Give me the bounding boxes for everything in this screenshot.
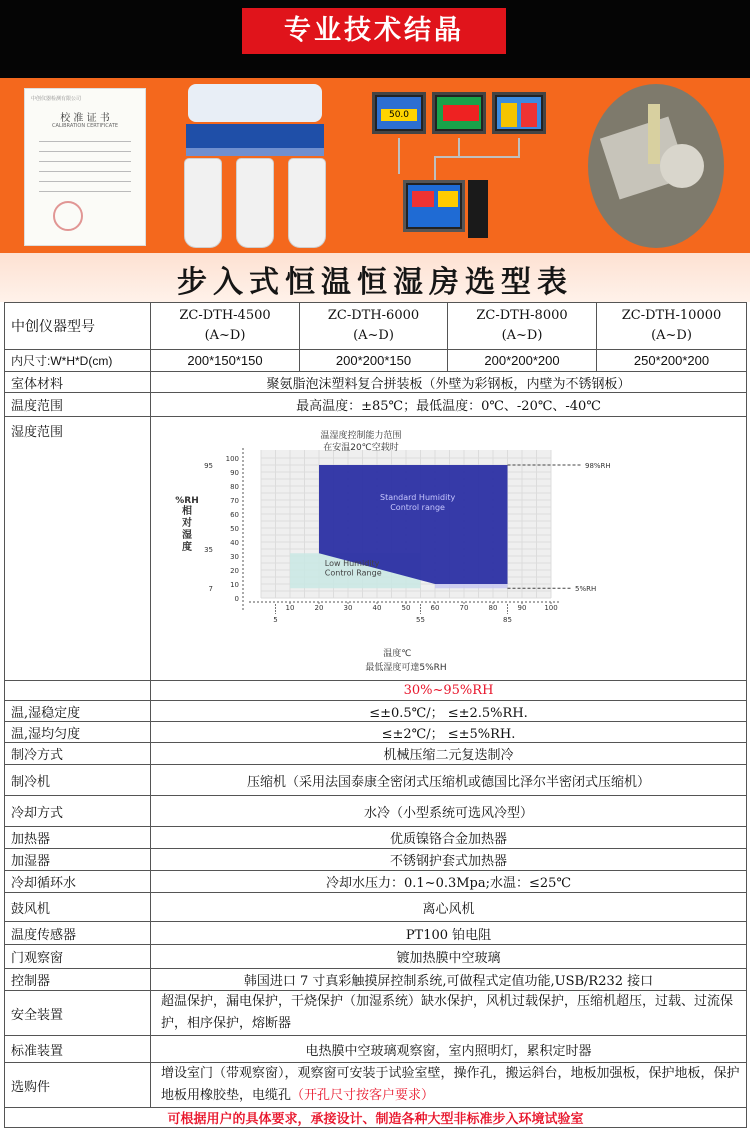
spec-label: 安全装置 bbox=[5, 991, 151, 1036]
spec-label: 选购件 bbox=[5, 1063, 151, 1108]
spec-label: 制冷方式 bbox=[5, 743, 151, 765]
model-cell: ZC-DTH-6000 (A~D) bbox=[300, 303, 448, 350]
y-tick-label: 60 bbox=[230, 510, 239, 519]
y-axis-label: 对 bbox=[182, 517, 192, 529]
y-tick-label: 95 bbox=[204, 461, 213, 470]
chart-region bbox=[435, 584, 508, 588]
spec-value: 电热膜中空玻璃观察窗，室内照明灯，累积定时器 bbox=[151, 1036, 747, 1063]
spec-label: 室体材料 bbox=[5, 372, 151, 393]
spec-row bbox=[5, 893, 747, 922]
screen-value: 50.0 bbox=[381, 109, 417, 121]
spec-row bbox=[5, 871, 747, 893]
x-axis-label: 温度℃ bbox=[383, 648, 412, 659]
spec-value: 优质镍铬合金加热器 bbox=[151, 827, 747, 849]
x-axis-note: 最低湿度可達5%RH bbox=[365, 662, 447, 673]
spec-value: 聚氨脂泡沫塑料复合拼装板（外壁为彩钢板，内壁为不锈钢板） bbox=[151, 372, 747, 393]
computer-tower-image bbox=[468, 180, 488, 238]
controller-screen-3 bbox=[492, 92, 546, 134]
water-filter-image bbox=[180, 84, 330, 250]
spec-label: 标准装置 bbox=[5, 1036, 151, 1063]
x-tick-label: 90 bbox=[517, 603, 527, 612]
size-row bbox=[5, 350, 747, 372]
spec-label: 温度范围 bbox=[5, 393, 151, 417]
spec-label: 温度传感器 bbox=[5, 922, 151, 945]
y-tick-label: 7 bbox=[208, 584, 213, 593]
spec-label: 门观察窗 bbox=[5, 945, 151, 969]
calibration-certificate-image bbox=[24, 88, 146, 246]
x-tick-label: 40 bbox=[372, 603, 382, 612]
computer-monitor-image bbox=[403, 180, 465, 232]
y-tick-label: 100 bbox=[225, 454, 239, 463]
spec-label: 控制器 bbox=[5, 969, 151, 991]
spec-label: 温,湿均匀度 bbox=[5, 722, 151, 743]
spec-label: 加湿器 bbox=[5, 849, 151, 871]
chart-subtitle: 在安温20℃空载时 bbox=[323, 442, 399, 453]
marker-label: 98%RH bbox=[585, 461, 611, 470]
spec-table bbox=[4, 302, 747, 1128]
x-tick-label: 55 bbox=[416, 615, 425, 624]
spec-value: 超温保护，漏电保护，干烧保护（加湿系统）缺水保护，风机过载保护，压缩机超压，过载、过流保护，相序保护，熔断器 bbox=[151, 991, 747, 1036]
spec-value: 韩国进口 7 寸真彩触摸屏控制系统,可做程式定值功能,USB/R232 接口 bbox=[151, 969, 747, 991]
marker-label: 5%RH bbox=[575, 584, 597, 593]
x-tick-label: 5 bbox=[273, 615, 278, 624]
humidity-row bbox=[5, 417, 747, 681]
model-cell: ZC-DTH-4500 (A~D) bbox=[151, 303, 300, 350]
model-cell: ZC-DTH-10000 (A~D) bbox=[597, 303, 747, 350]
spec-row bbox=[5, 701, 747, 722]
spec-row bbox=[5, 969, 747, 991]
spec-row bbox=[5, 765, 747, 796]
spec-row bbox=[5, 991, 747, 1036]
footer-row bbox=[5, 1108, 747, 1128]
spec-value: 不锈钢护套式加热器 bbox=[151, 849, 747, 871]
controller-screen-1 bbox=[372, 92, 426, 134]
size-cell: 250*200*200 bbox=[597, 350, 747, 372]
y-axis-label: %RH bbox=[175, 495, 199, 506]
spec-value: ≤±2℃/； ≤±5%RH. bbox=[151, 722, 747, 743]
y-tick-label: 0 bbox=[234, 594, 239, 603]
spec-label: 温,湿稳定度 bbox=[5, 701, 151, 722]
y-axis-label: 相 bbox=[182, 505, 192, 517]
spec-row bbox=[5, 945, 747, 969]
spec-value: 离心风机 bbox=[151, 893, 747, 922]
model-header: 中创仪器型号 bbox=[5, 303, 151, 350]
spec-row bbox=[5, 1063, 747, 1108]
optional-text: 增设室门（带观察窗），观察窗可安装于试验室壁，操作孔，搬运斜台，地板加强板，保护地板，保护地板用橡胶垫，电缆孔 bbox=[161, 1066, 740, 1103]
spec-value bbox=[151, 1063, 747, 1108]
certificate-org: 中创仪器检测有限公司 bbox=[31, 96, 82, 102]
y-tick-label: 90 bbox=[230, 468, 239, 477]
x-tick-label: 80 bbox=[488, 603, 498, 612]
x-tick-label: 70 bbox=[459, 603, 469, 612]
y-tick-label: 30 bbox=[230, 552, 239, 561]
y-tick-label: 40 bbox=[230, 538, 239, 547]
spec-label: 鼓风机 bbox=[5, 893, 151, 922]
spec-value: 水冷（小型系统可选风冷型） bbox=[151, 796, 747, 827]
humidity-range-value: 30%~95%RH bbox=[151, 681, 747, 701]
spec-row bbox=[5, 743, 747, 765]
certificate-subtitle: CALIBRATION CERTIFICATE bbox=[51, 123, 119, 129]
region-label: Control range bbox=[390, 502, 445, 512]
spec-value: 机械压缩二元复迭制冷 bbox=[151, 743, 747, 765]
spec-row bbox=[5, 372, 747, 393]
spec-label: 加热器 bbox=[5, 827, 151, 849]
y-tick-label: 80 bbox=[230, 482, 239, 491]
footer-note: 可根据用户的具体要求，承接设计、制造各种大型非标准步入环境试验室 bbox=[5, 1108, 747, 1128]
spec-value: ≤±0.5℃/； ≤±2.5%RH. bbox=[151, 701, 747, 722]
x-tick-label: 20 bbox=[314, 603, 324, 612]
optional-note: （开孔尺寸按客户要求） bbox=[291, 1088, 435, 1103]
model-row bbox=[5, 303, 747, 350]
size-label: 内尺寸:W*H*D(cm) bbox=[5, 350, 151, 372]
spec-row bbox=[5, 922, 747, 945]
spec-value: PT100 铂电阻 bbox=[151, 922, 747, 945]
y-tick-label: 10 bbox=[230, 580, 239, 589]
size-cell: 200*150*150 bbox=[151, 350, 300, 372]
x-tick-label: 85 bbox=[503, 615, 512, 624]
spec-value: 压缩机（采用法国泰康全密闭式压缩机或德国比泽尔半密闭式压缩机） bbox=[151, 765, 747, 796]
spec-value: 镀加热膜中空玻璃 bbox=[151, 945, 747, 969]
spec-row bbox=[5, 722, 747, 743]
y-tick-label: 20 bbox=[230, 566, 239, 575]
controller-screen-2 bbox=[432, 92, 486, 134]
spec-row bbox=[5, 393, 747, 417]
region-label: Standard Humidity bbox=[379, 492, 456, 502]
spec-row bbox=[5, 796, 747, 827]
y-tick-label: 35 bbox=[204, 545, 213, 554]
x-tick-label: 100 bbox=[544, 603, 558, 612]
spec-value: 最高温度：±85℃；最低温度：0℃、-20℃、-40℃ bbox=[151, 393, 747, 417]
spec-row bbox=[5, 681, 747, 701]
humidity-chart-cell bbox=[151, 417, 747, 681]
x-tick-label: 50 bbox=[401, 603, 411, 612]
seal-stamp bbox=[53, 201, 83, 231]
size-cell: 200*200*150 bbox=[300, 350, 448, 372]
chart-title: 温湿度控制能力范围 bbox=[320, 430, 402, 441]
spec-label: 湿度范围 bbox=[5, 417, 151, 681]
x-tick-label: 60 bbox=[430, 603, 440, 612]
y-axis-label: 湿 bbox=[182, 529, 192, 541]
region-label: Control Range bbox=[324, 568, 382, 578]
x-tick-label: 10 bbox=[285, 603, 295, 612]
spec-row bbox=[5, 827, 747, 849]
spec-label: 冷却循环水 bbox=[5, 871, 151, 893]
humidity-chart bbox=[151, 418, 747, 680]
spec-row bbox=[5, 1036, 747, 1063]
spec-row bbox=[5, 849, 747, 871]
model-cell: ZC-DTH-8000 (A~D) bbox=[448, 303, 597, 350]
x-tick-label: 30 bbox=[343, 603, 353, 612]
spec-label: 冷却方式 bbox=[5, 796, 151, 827]
page-title: 步入式恒温恒湿房选型表 bbox=[177, 265, 573, 300]
y-axis-label: 度 bbox=[182, 541, 192, 553]
y-tick-label: 70 bbox=[230, 496, 239, 505]
banner-badge: 专业技术结晶 bbox=[242, 8, 506, 54]
spec-label: 制冷机 bbox=[5, 765, 151, 796]
certificate-title: 校 准 证 书 bbox=[60, 113, 110, 124]
region-label: Low Humidity bbox=[324, 558, 380, 568]
y-tick-label: 50 bbox=[230, 524, 239, 533]
size-cell: 200*200*200 bbox=[448, 350, 597, 372]
spec-value: 冷却水压力：0.1~0.3Mpa;水温：≤25℃ bbox=[151, 871, 747, 893]
chamber-component-image bbox=[588, 84, 724, 248]
